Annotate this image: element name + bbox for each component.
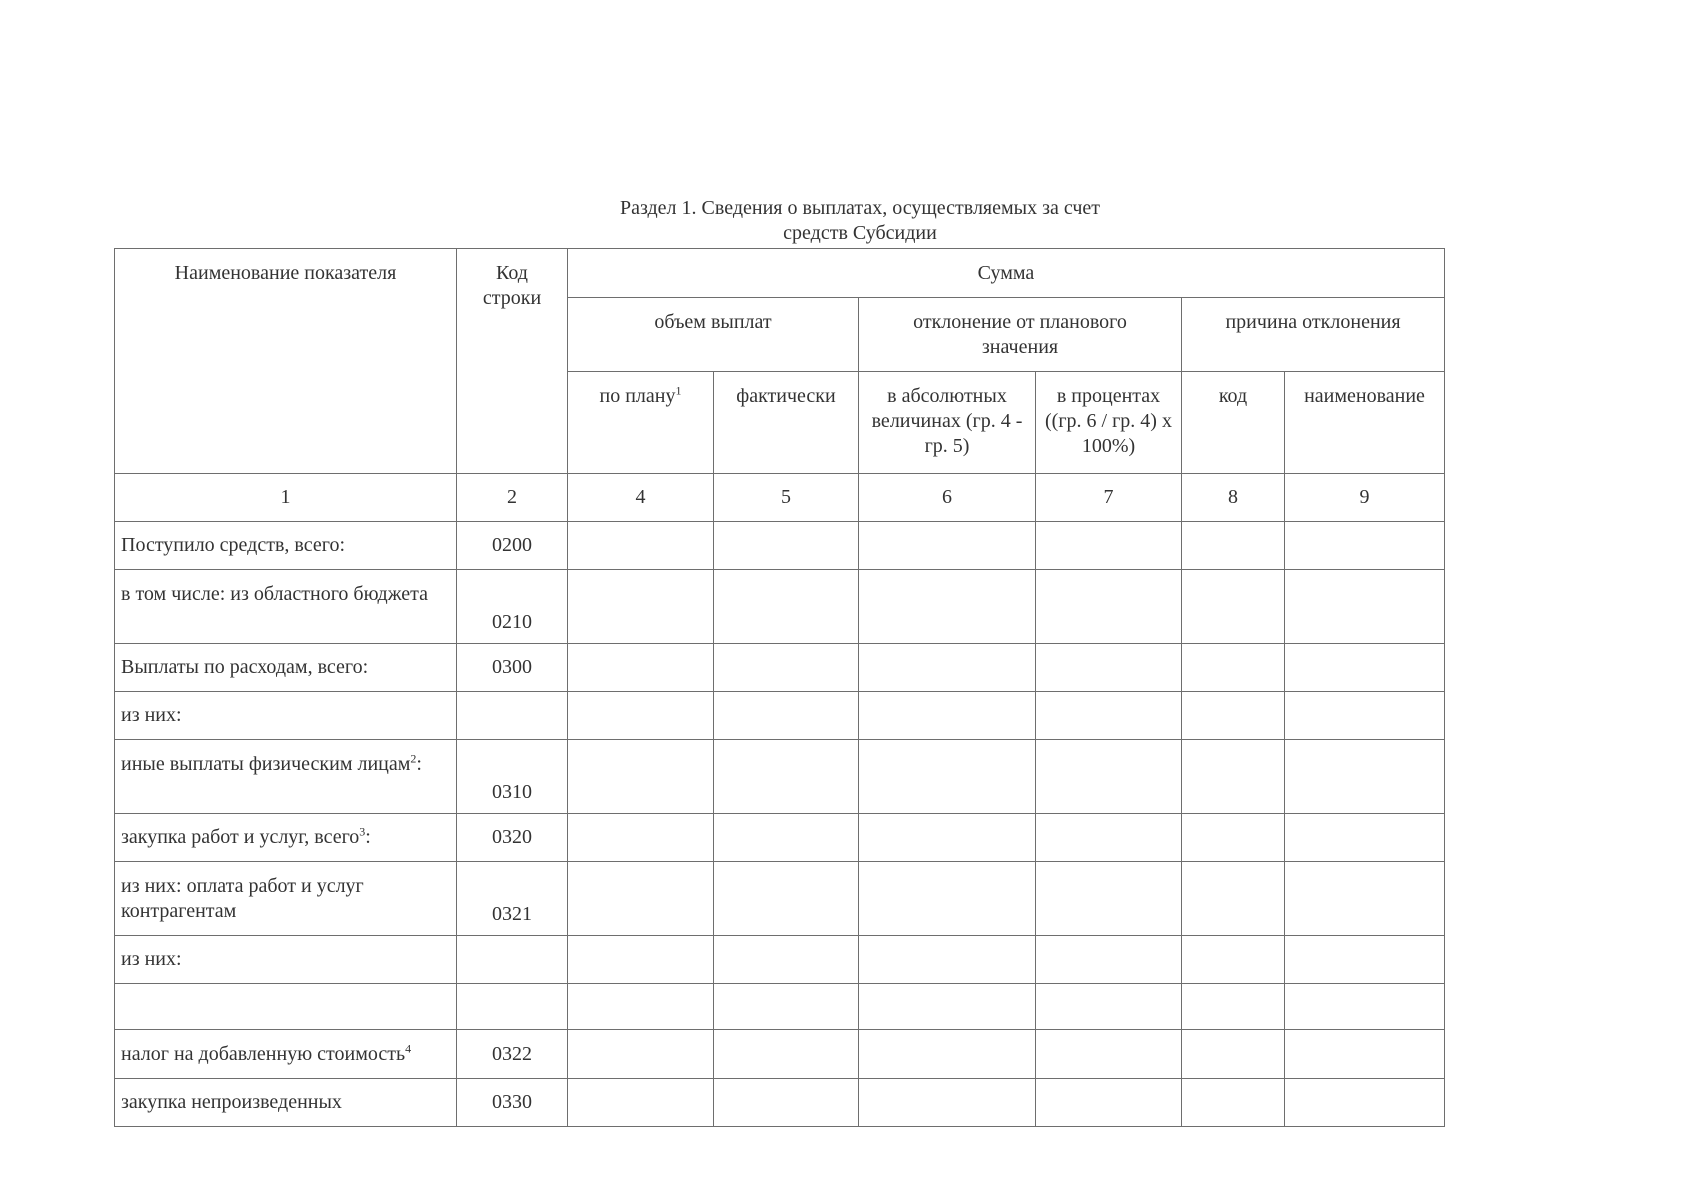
row-code: 0322 (457, 1030, 568, 1079)
cell-actual (714, 936, 859, 984)
cell-reason-name (1285, 1079, 1445, 1127)
row-code: 0200 (457, 522, 568, 570)
header-actual: фактически (714, 372, 859, 474)
header-payment-volume: объем выплат (568, 298, 859, 372)
cell-plan (568, 644, 714, 692)
section-title-line-2: средств Субсидии (783, 222, 937, 244)
header-absolute: в абсолютных величинах (гр. 4 - гр. 5) (859, 372, 1036, 474)
cell-percent (1036, 570, 1182, 644)
cell-plan (568, 862, 714, 936)
cell-percent (1036, 740, 1182, 814)
cell-absolute (859, 984, 1036, 1030)
cell-percent (1036, 814, 1182, 862)
cell-percent (1036, 644, 1182, 692)
cell-plan (568, 984, 714, 1030)
cell-reason-code (1182, 570, 1285, 644)
row-name: из них: (115, 692, 457, 740)
cell-reason-code (1182, 984, 1285, 1030)
cell-reason-code (1182, 692, 1285, 740)
row-name: из них: оплата работ и услуг контрагентам (115, 862, 457, 936)
cell-absolute (859, 570, 1036, 644)
cell-percent (1036, 692, 1182, 740)
row-name-suffix: : (416, 753, 422, 775)
row-name-text: закупка работ и услуг, всего (121, 826, 360, 848)
cell-actual (714, 740, 859, 814)
cell-plan (568, 1079, 714, 1127)
row-code: 0321 (457, 862, 568, 936)
header-sum: Сумма (568, 249, 1445, 298)
cell-plan (568, 692, 714, 740)
row-name-text: налог на добавленную стоимость (121, 1042, 406, 1065)
table-row (115, 644, 1445, 692)
cell-reason-code (1182, 522, 1285, 570)
cell-reason-name (1285, 692, 1445, 740)
row-code: 0330 (457, 1079, 568, 1127)
cell-actual (714, 644, 859, 692)
column-number: 6 (859, 474, 1036, 522)
row-name (115, 740, 457, 814)
cell-absolute (859, 644, 1036, 692)
table-row (115, 1030, 1445, 1079)
table-row (115, 522, 1445, 570)
column-number: 1 (115, 474, 457, 522)
cell-reason-code (1182, 814, 1285, 862)
cell-reason-code (1182, 740, 1285, 814)
cell-percent (1036, 1030, 1182, 1079)
header-percent: в процентах ((гр. 6 / гр. 4) x 100%) (1036, 372, 1182, 474)
row-name: в том числе: из областного бюджета (115, 570, 457, 644)
payments-table (114, 248, 1445, 1127)
footnote-marker: 1 (675, 383, 682, 398)
header-reason-name: наименование (1285, 372, 1445, 474)
header-row-1 (115, 249, 1445, 298)
cell-actual (714, 814, 859, 862)
cell-reason-name (1285, 936, 1445, 984)
cell-percent (1036, 984, 1182, 1030)
cell-reason-name (1285, 814, 1445, 862)
cell-absolute (859, 522, 1036, 570)
row-name-suffix: : (365, 826, 371, 848)
table-row (115, 862, 1445, 936)
cell-percent (1036, 1079, 1182, 1127)
header-reason-code: код (1182, 372, 1285, 474)
column-number: 4 (568, 474, 714, 522)
header-indicator-name: Наименование показателя (115, 249, 457, 474)
cell-percent (1036, 862, 1182, 936)
column-number: 2 (457, 474, 568, 522)
row-code (457, 984, 568, 1030)
section-title (0, 196, 1701, 246)
cell-absolute (859, 1030, 1036, 1079)
footnote-marker: 4 (405, 1040, 412, 1055)
row-name (115, 814, 457, 862)
cell-actual (714, 522, 859, 570)
row-name: из них: (115, 936, 457, 984)
cell-actual (714, 984, 859, 1030)
table-row (115, 570, 1445, 644)
row-code (457, 692, 568, 740)
table-row (115, 740, 1445, 814)
section-title-line-1: Раздел 1. Сведения о выплатах, осуществляемых за счет (619, 197, 1101, 219)
cell-plan (568, 570, 714, 644)
row-code: 0300 (457, 644, 568, 692)
header-deviation-reason: причина отклонения (1182, 298, 1445, 372)
footnote-marker: 3 (359, 824, 366, 839)
cell-absolute (859, 1079, 1036, 1127)
row-name: закупка непроизведенных (115, 1079, 457, 1127)
row-code (457, 936, 568, 984)
header-deviation-from-plan: отклонение от планового значения (859, 298, 1182, 372)
cell-reason-name (1285, 644, 1445, 692)
row-code: 0320 (457, 814, 568, 862)
cell-plan (568, 740, 714, 814)
cell-plan (568, 1030, 714, 1079)
cell-percent (1036, 522, 1182, 570)
cell-percent (1036, 936, 1182, 984)
row-name (115, 984, 457, 1030)
column-number: 5 (714, 474, 859, 522)
header-row-code: Код строки (457, 249, 568, 474)
cell-plan (568, 522, 714, 570)
cell-absolute (859, 862, 1036, 936)
table-row (115, 814, 1445, 862)
column-number: 7 (1036, 474, 1182, 522)
table-row (115, 692, 1445, 740)
cell-reason-name (1285, 740, 1445, 814)
row-name-text: иные выплаты физическим лицам (121, 753, 411, 775)
cell-reason-name (1285, 984, 1445, 1030)
cell-reason-code (1182, 936, 1285, 984)
header-by-plan (568, 372, 714, 474)
row-name (115, 1030, 457, 1079)
table-row (115, 936, 1445, 984)
cell-actual (714, 1079, 859, 1127)
cell-absolute (859, 936, 1036, 984)
cell-plan (568, 936, 714, 984)
row-name: Поступило средств, всего: (115, 522, 457, 570)
cell-reason-name (1285, 522, 1445, 570)
table-row (115, 1079, 1445, 1127)
cell-reason-code (1182, 862, 1285, 936)
cell-reason-code (1182, 644, 1285, 692)
cell-actual (714, 570, 859, 644)
header-by-plan-text: по плану (599, 385, 676, 407)
cell-reason-code (1182, 1079, 1285, 1127)
row-code: 0210 (457, 570, 568, 644)
row-code: 0310 (457, 740, 568, 814)
cell-reason-code (1182, 1030, 1285, 1079)
column-numbers-row (115, 474, 1445, 522)
cell-absolute (859, 692, 1036, 740)
cell-reason-name (1285, 1030, 1445, 1079)
cell-plan (568, 814, 714, 862)
row-name: Выплаты по расходам, всего: (115, 644, 457, 692)
cell-reason-name (1285, 570, 1445, 644)
cell-reason-name (1285, 862, 1445, 936)
cell-actual (714, 862, 859, 936)
cell-absolute (859, 740, 1036, 814)
cell-actual (714, 692, 859, 740)
column-number: 8 (1182, 474, 1285, 522)
column-number: 9 (1285, 474, 1445, 522)
table-row (115, 984, 1445, 1030)
cell-absolute (859, 814, 1036, 862)
footnote-marker: 2 (410, 751, 417, 766)
cell-actual (714, 1030, 859, 1079)
